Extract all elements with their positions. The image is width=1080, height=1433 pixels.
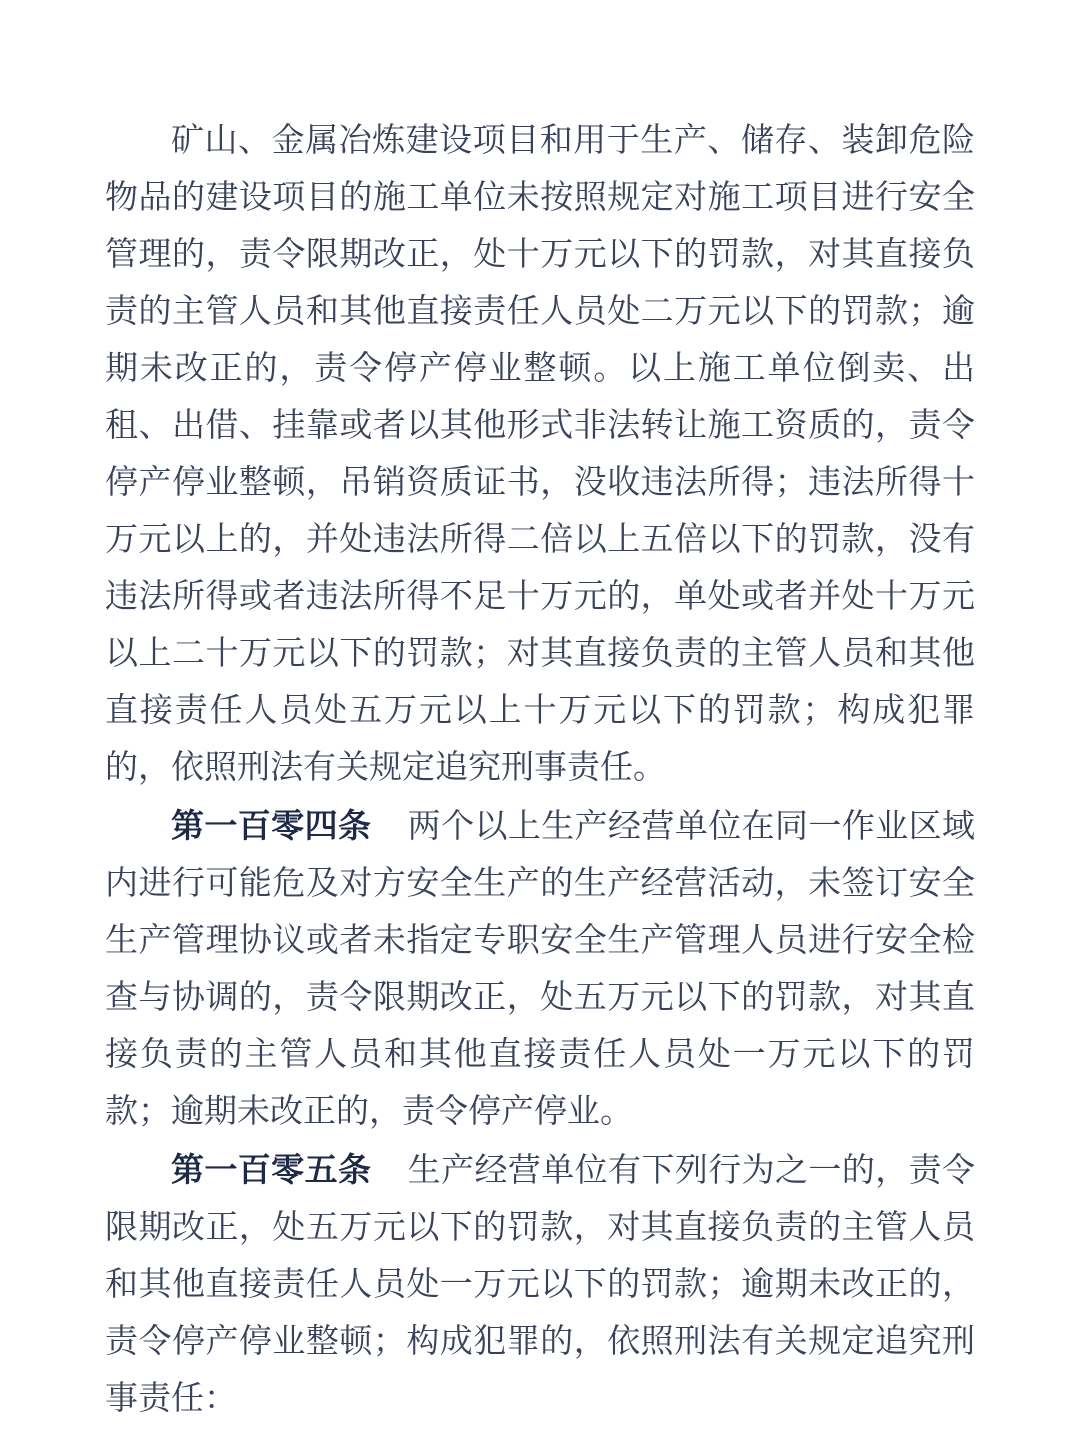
paragraph-text: 矿山、金属冶炼建设项目和用于生产、储存、装卸危险物品的建设项目的施工单位未按照规定对施工项目进行安全管理的，责令限期改正，处十万元以下的罚款，对其直接负责的主管人员和其他直接责任人员处二万元以下的罚款；逾期未改正的，责令停产停业整顿。以上施工单位倒卖、出租、出借、挂靠或者以其他形式非法转让施工资质的，责令停产停业整顿，吊销资质证书，没收违法所得；违法所得十万元以上的，并处违法所得二倍以上五倍以下的罚款，没有违法所得或者违法所得不足十万元的，单处或者并处十万元以上二十万元以下的罚款；对其直接负责的主管人员和其他直接责任人员处五万元以上十万元以下的罚款；构成犯罪的，依照刑法有关规定追究刑事责任。 xyxy=(105,123,975,786)
paragraph-text: 生产经营单位有下列行为之一的，责令限期改正，处五万元以下的罚款，对其直接负责的主管人员和其他直接责任人员处一万元以下的罚款；逾期未改正的，责令停产停业整顿；构成犯罪的，依照刑法有关规定追究刑事责任： xyxy=(105,1153,976,1417)
paragraph-penalty-construction xyxy=(105,113,975,797)
article-number-105: 第一百零五条 xyxy=(171,1151,372,1188)
paragraph-article-105 xyxy=(105,1141,975,1428)
paragraph-article-104 xyxy=(105,797,975,1141)
paragraph-text: 两个以上生产经营单位在同一作业区域内进行可能危及对方安全生产的生产经营活动，未签订安全生产管理协议或者未指定专职安全生产管理人员进行安全检查与协调的，责令限期改正，处五万元以下的罚款，对其直接负责的主管人员和其他直接责任人员处一万元以下的罚款；逾期未改正的，责令停产停业。 xyxy=(105,809,976,1130)
article-number-104: 第一百零四条 xyxy=(171,807,372,844)
